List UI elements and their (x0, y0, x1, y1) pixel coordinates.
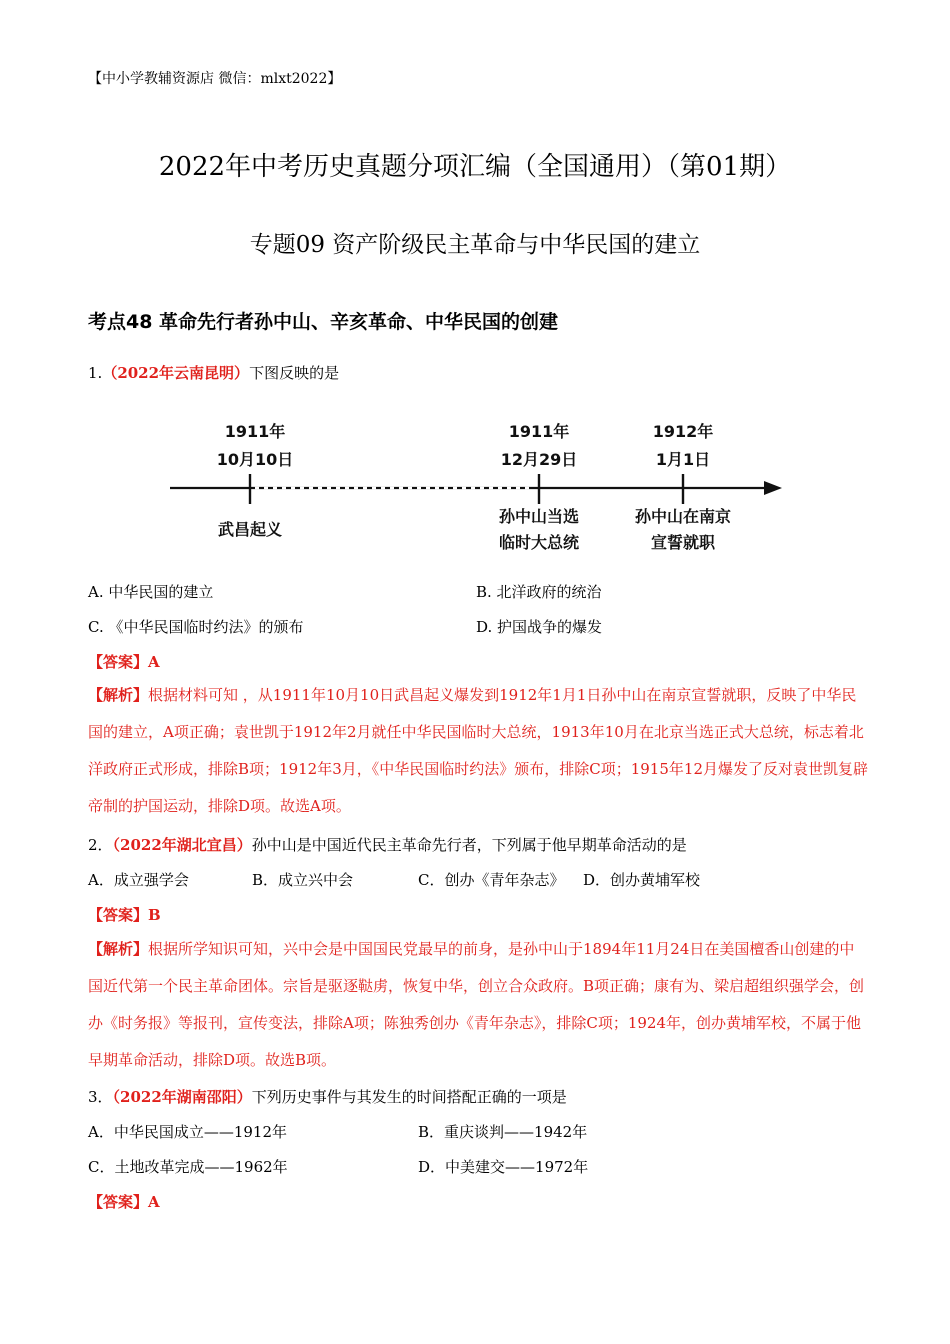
question-text: 下列历史事件与其发生的时间搭配正确的一项是 (251, 1088, 567, 1106)
timeline-event: 临时大总统 (498, 533, 580, 552)
answer: 【答案】B (88, 906, 161, 924)
question-1-stem (88, 362, 339, 383)
question-number: 1. (88, 364, 103, 382)
document-title: 2022年中考历史真题分项汇编（全国通用）（第01期） (158, 152, 792, 182)
question-text: 下图反映的是 (249, 364, 340, 382)
question-text: 孙中山是中国近代民主革命先行者，下列属于他早期革命活动的是 (251, 836, 687, 854)
arrow-head-icon (764, 481, 782, 495)
option-d[interactable]: D．创办黄埔军校 (583, 871, 701, 889)
timeline-year: 1912年 (652, 422, 714, 441)
option-a[interactable]: A．成立强学会 (88, 871, 189, 889)
question-source: （2022年湖南邵阳） (112, 1088, 252, 1106)
question-3-stem (88, 1086, 567, 1107)
option-d[interactable]: D．中美建交——1972年 (418, 1158, 589, 1176)
question-number: 3． (88, 1088, 113, 1106)
section-heading: 考点48 革命先行者孙中山、辛亥革命、中华民国的创建 (88, 311, 559, 333)
analysis-text: 根据材料可知 ，从1911年10月10日武昌起义爆发到1912年1月1日孙中山在南京宣誓就职，反映了中华民国的建立，A项正确；袁世凯于1912年2月就任中华民国临时大总统，1913年10月在北京当选正式大总统，标志着北洋政府正式形成，排除B项；1912年3月，《中华民国临时约法》颁布，排除C项；1915年12月爆发了反对袁世凯复辟帝制的护国运动，排除D项。故选A项。 (88, 686, 868, 815)
answer: 【答案】A (88, 1193, 160, 1211)
option-b[interactable]: B．重庆谈判——1942年 (418, 1123, 588, 1141)
option-a[interactable]: A．中华民国成立——1912年 (88, 1123, 288, 1141)
option-c[interactable]: C．创办《青年杂志》 (418, 871, 565, 889)
question-number: 2． (88, 836, 113, 854)
timeline-event: 孙中山当选 (498, 507, 580, 526)
timeline-year: 1911年 (224, 422, 286, 441)
question-source: （2022年湖北宜昌） (112, 836, 252, 854)
analysis-label: 【解析】 (88, 686, 149, 704)
timeline-event: 孙中山在南京 (634, 507, 732, 526)
timeline-year: 1911年 (508, 422, 570, 441)
option-c[interactable]: C．土地改革完成——1962年 (88, 1158, 288, 1176)
timeline-event: 宣誓就职 (650, 533, 716, 552)
option-b[interactable]: B．成立兴中会 (252, 871, 354, 889)
analysis-text: 根据所学知识可知，兴中会是中国国民党最早的前身，是孙中山于1894年11月24日在美国檀香山创建的中国近代第一个民主革命团体。宗旨是驱逐鞑虏，恢复中华，创立合众政府。B项正确；康有为、梁启超组织强学会，创办《时务报》等报刊，宣传变法，排除A项；陈独秀创办《青年杂志》，排除C项；1924年，创办黄埔军校，不属于他早期革命活动，排除D项。故选B项。 (88, 940, 865, 1069)
option-a[interactable]: A. 中华民国的建立 (88, 583, 214, 601)
option-c[interactable]: C. 《中华民国临时约法》的颁布 (88, 618, 304, 636)
topic-subtitle: 专题09 资产阶级民主革命与中华民国的建立 (249, 232, 701, 258)
timeline-date: 12月29日 (500, 450, 578, 469)
analysis-paragraph (88, 931, 868, 1079)
header-note: 【中小学教辅资源店 微信：mlxt2022】 (88, 71, 342, 87)
analysis-paragraph (88, 677, 868, 825)
question-source: （2022年云南昆明） (102, 364, 250, 382)
timeline-event: 武昌起义 (217, 520, 283, 539)
answer: 【答案】A (88, 653, 160, 671)
option-d[interactable]: D. 护国战争的爆发 (476, 618, 603, 636)
timeline-date: 1月1日 (655, 450, 711, 469)
question-2-stem (88, 834, 687, 855)
timeline-date: 10月10日 (216, 450, 294, 469)
timeline-figure (160, 410, 800, 560)
option-b[interactable]: B. 北洋政府的统治 (476, 583, 602, 601)
analysis-label: 【解析】 (88, 940, 149, 958)
